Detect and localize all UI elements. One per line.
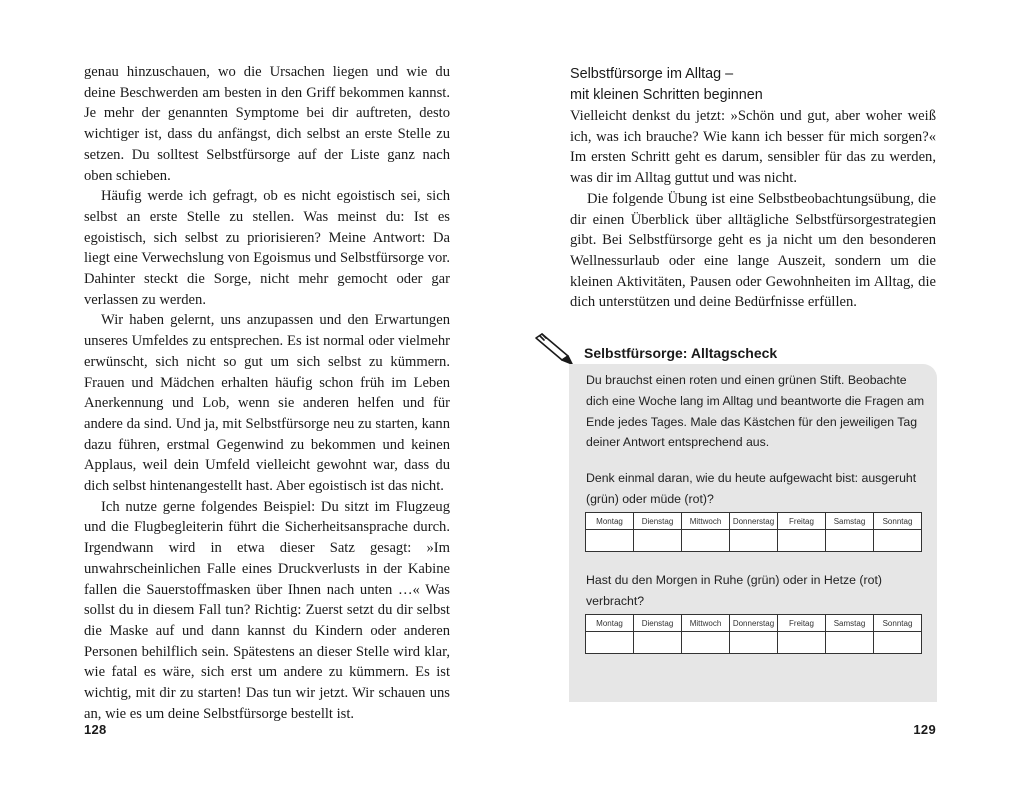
- day-cell: [682, 632, 730, 654]
- day-header-wed: Mittwoch: [682, 513, 730, 530]
- day-header-fri: Freitag: [778, 615, 826, 632]
- exercise-intro: Du brauchst einen roten und einen grünen Stift. Beobachte dich eine Woche lang im Alltag und beantworte die Fragen am Ende jedes Tages. Male das Kästchen für den jeweiligen Tag deiner Antwort entsprechend aus.: [586, 373, 925, 450]
- day-cell: [586, 632, 634, 654]
- day-cell: [730, 632, 778, 654]
- day-header-sat: Samstag: [826, 615, 874, 632]
- left-body-text: [84, 62, 450, 725]
- question-1: Denk einmal daran, wie du heute aufgewacht bist: ausgeruht (grün) oder müde (rot)?: [586, 471, 917, 506]
- left-paragraph-3: Wir haben gelernt, uns anzupassen und den Erwartungen unseres Umfeldes zu entsprechen. Es ist normal oder vielmehr erwünscht, sich nicht so gut um sich selbst zu kümmern. Frauen und Mädchen erhalten häufig schon früh im Leben Anerkennung und Lob, wenn sie anderen helfen und für andere da sind. Und ja, mit Selbstfürsorge neu zu starten, kann dazu führen, erstmal Gegenwind zu bekommen und keinen Applaus, weil dein Umfeld vielleicht gewohnt war, dass du dich selbst hintenangestellt hast. Aber egoistisch ist das nicht.: [84, 312, 450, 495]
- day-cell: [634, 632, 682, 654]
- day-table-1: [585, 512, 922, 552]
- day-header-fri: Freitag: [778, 513, 826, 530]
- exercise-box: [569, 364, 937, 702]
- day-cell: [874, 632, 922, 654]
- page-number-left: 128: [84, 722, 107, 737]
- question-2: Hast du den Morgen in Ruhe (grün) oder in Hetze (rot) verbracht?: [586, 573, 882, 608]
- left-paragraph-1: genau hinzuschauen, wo die Ursachen liegen und wie du deine Beschwerden am besten in den Griff bekommen kannst. Je mehr der genannten Symptome bei dir auftreten, desto wichtiger ist, dass du anfängst, dich selbst an erste Stelle zu setzen. Du solltest Selbstfürsorge auf der Liste ganz nach oben schieben.: [84, 64, 450, 184]
- day-table-2: [585, 614, 922, 654]
- day-header-sat: Samstag: [826, 513, 874, 530]
- day-header-mon: Montag: [586, 615, 634, 632]
- day-cell: [874, 530, 922, 552]
- day-cell: [826, 530, 874, 552]
- right-body-text: [570, 106, 936, 313]
- day-header-sun: Sonntag: [874, 615, 922, 632]
- section-heading-line-2: mit kleinen Schritten beginnen: [570, 87, 763, 103]
- day-header-thu: Donnerstag: [730, 513, 778, 530]
- left-paragraph-2: Häufig werde ich gefragt, ob es nicht egoistisch sei, sich selbst an erste Stelle zu stellen. Was meinst du: Ist es egoistisch, sich selbst zu priorisieren? Meine Antwort: Da liegt eine Verwechslung von Egoismus und Selbstfürsorge vor. Dahinter steckt die Sorge, nicht mehr gemocht oder gar verlassen zu werden.: [84, 188, 450, 308]
- exercise-title: Selbstfürsorge: Alltagscheck: [584, 345, 778, 361]
- left-paragraph-4: Ich nutze gerne folgendes Beispiel: Du sitzt im Flugzeug und die Flugbegleiterin führt die Sicherheitsansprache durch. Irgendwann wird in etwa dieser Satz gesagt: »Im unwahrscheinlichen Falle eines Druckverlusts in der Kabine fallen die Sauerstoffmasken über Ihnen nach unten …« Was sollst du in diesem Fall tun? Richtig: Zuerst setzt du dir selbst die Maske auf und dann kannst du Kindern oder anderen Personen behilflich sein. Spätestens an dieser Stelle wird klar, wie fatal es wäre, sich erst um andere zu kümmern. Es ist wichtig, mit dir zu starten! Das tun wir jetzt. Wir schauen uns an, wie es um deine Selbstfürsorge bestellt ist.: [84, 498, 450, 722]
- day-header-tue: Dienstag: [634, 615, 682, 632]
- day-header-mon: Montag: [586, 513, 634, 530]
- day-cell: [826, 632, 874, 654]
- day-header-thu: Donnerstag: [730, 615, 778, 632]
- day-cell: [634, 530, 682, 552]
- day-header-tue: Dienstag: [634, 513, 682, 530]
- right-paragraph-1: Vielleicht denkst du jetzt: »Schön und gut, aber woher weiß ich, was ich brauche? Wie kann ich besser für mich sorgen?« Im ersten Schritt geht es darum, sensibler für das zu werden, was dir im Alltag guttut und was nicht.: [570, 108, 936, 187]
- right-paragraph-2: Die folgende Übung ist eine Selbstbeobachtungsübung, die dir einen Überblick über alltägliche Selbstfürsorgestrategien gibt. Bei Selbstfürsorge geht es ja nicht um den besonderen Wellnessurlaub oder eine lange Auszeit, sondern um die kleinen Aktivitäten, Pausen oder Gewohnheiten im Alltag, die dich unterstützen und deine Bedürfnisse erfüllen.: [570, 190, 936, 311]
- day-cell: [778, 530, 826, 552]
- day-cell: [682, 530, 730, 552]
- page-number-right: 129: [913, 722, 936, 737]
- day-cell: [778, 632, 826, 654]
- day-cell: [730, 530, 778, 552]
- day-cell: [586, 530, 634, 552]
- day-header-sun: Sonntag: [874, 513, 922, 530]
- section-heading-line-1: Selbstfürsorge im Alltag –: [570, 66, 734, 82]
- section-heading: [570, 64, 940, 106]
- day-header-wed: Mittwoch: [682, 615, 730, 632]
- right-page: [510, 0, 1020, 812]
